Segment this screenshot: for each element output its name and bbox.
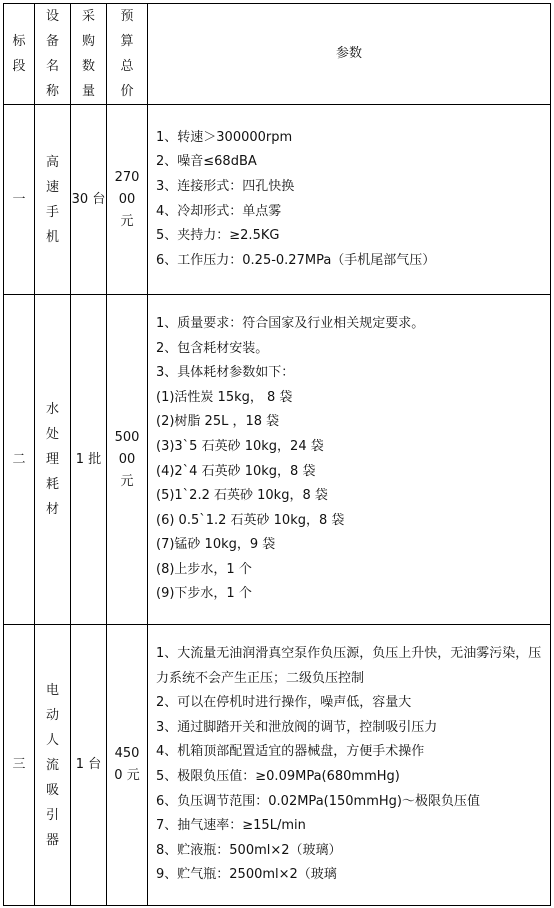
budget-cell: 450 0 元 <box>107 625 148 906</box>
header-quantity: 采 购 数 量 <box>71 4 107 105</box>
param-line: 7、抽气速率：≥15L/min <box>156 818 306 834</box>
param-line: 1、质量要求：符合国家及行业相关规定要求。 <box>156 315 425 331</box>
param-line: (2)树脂 25L ，18 袋 <box>156 414 280 430</box>
quantity-cell: 30 台 <box>71 105 107 295</box>
param-line: (5)1`2.2 石英砂 10kg，8 袋 <box>156 488 328 504</box>
param-line: (9)下步水，1 个 <box>156 586 252 602</box>
header-device-name: 设 备 名 称 <box>35 4 71 105</box>
lot-cell: 三 <box>4 625 35 906</box>
lot-cell: 一 <box>4 105 35 295</box>
param-line: (1)活性炭 15kg， 8 袋 <box>156 389 293 405</box>
table-row <box>4 625 551 906</box>
device-name-cell: 高 速 手 机 <box>35 105 71 295</box>
procurement-table <box>3 3 551 906</box>
param-line: 3、连接形式：四孔快换 <box>156 178 295 194</box>
param-line: (3)3`5 石英砂 10kg，24 袋 <box>156 438 324 454</box>
param-line: (4)2`4 石英砂 10kg，8 袋 <box>156 463 316 479</box>
table-row <box>4 105 551 295</box>
param-line: (6) 0.5`1.2 石英砂 10kg，8 袋 <box>156 512 345 528</box>
param-line: 3、具体耗材参数如下： <box>156 365 295 381</box>
param-line: 4、冷却形式：单点雾 <box>156 203 282 219</box>
params-cell <box>148 105 551 295</box>
param-line: 9、贮气瓶：2500ml×2（玻璃 <box>156 867 337 883</box>
lot-cell: 二 <box>4 295 35 625</box>
header-lot: 标 段 <box>4 4 35 105</box>
params-cell <box>148 295 551 625</box>
param-line: (8)上步水，1 个 <box>156 561 252 577</box>
param-line: (7)锰砂 10kg，9 袋 <box>156 537 276 553</box>
device-name-cell: 电 动 人 流 吸 引 器 <box>35 625 71 906</box>
header-budget: 预 算 总 价 <box>107 4 148 105</box>
param-line: 3、通过脚踏开关和泄放阀的调节，控制吸引压力 <box>156 719 438 735</box>
table-row <box>4 295 551 625</box>
device-name-cell: 水 处 理 耗 材 <box>35 295 71 625</box>
params-cell <box>148 625 551 906</box>
param-line: 6、工作压力：0.25-0.27MPa（手机尾部气压） <box>156 252 436 268</box>
param-line: 6、负压调节范围：0.02MPa(150mmHg)～极限负压值 <box>156 793 480 809</box>
quantity-cell: 1 批 <box>71 295 107 625</box>
param-line: 1、大流量无油润滑真空泵作负压源，负压上升快，无油雾污染，压力系统不会产生正压；二级负压控制 <box>156 646 542 686</box>
budget-cell: 500 00 元 <box>107 295 148 625</box>
param-line: 2、可以在停机时进行操作，噪声低，容量大 <box>156 695 412 711</box>
header-row <box>4 4 551 105</box>
quantity-cell: 1 台 <box>71 625 107 906</box>
budget-cell: 270 00 元 <box>107 105 148 295</box>
param-line: 8、贮液瓶：500ml×2（玻璃） <box>156 842 342 858</box>
param-line: 5、极限负压值：≥0.09MPa(680mmHg) <box>156 769 400 784</box>
param-line: 2、包含耗材安装。 <box>156 340 269 356</box>
param-line: 2、噪音≤68dBA <box>156 154 257 170</box>
param-line: 5、夹持力：≥2.5KG <box>156 228 280 244</box>
header-params: 参数 <box>148 4 551 105</box>
param-line: 1、转速＞300000rpm <box>156 129 293 145</box>
param-line: 4、机箱顶部配置适宜的器械盘，方便手术操作 <box>156 744 425 760</box>
